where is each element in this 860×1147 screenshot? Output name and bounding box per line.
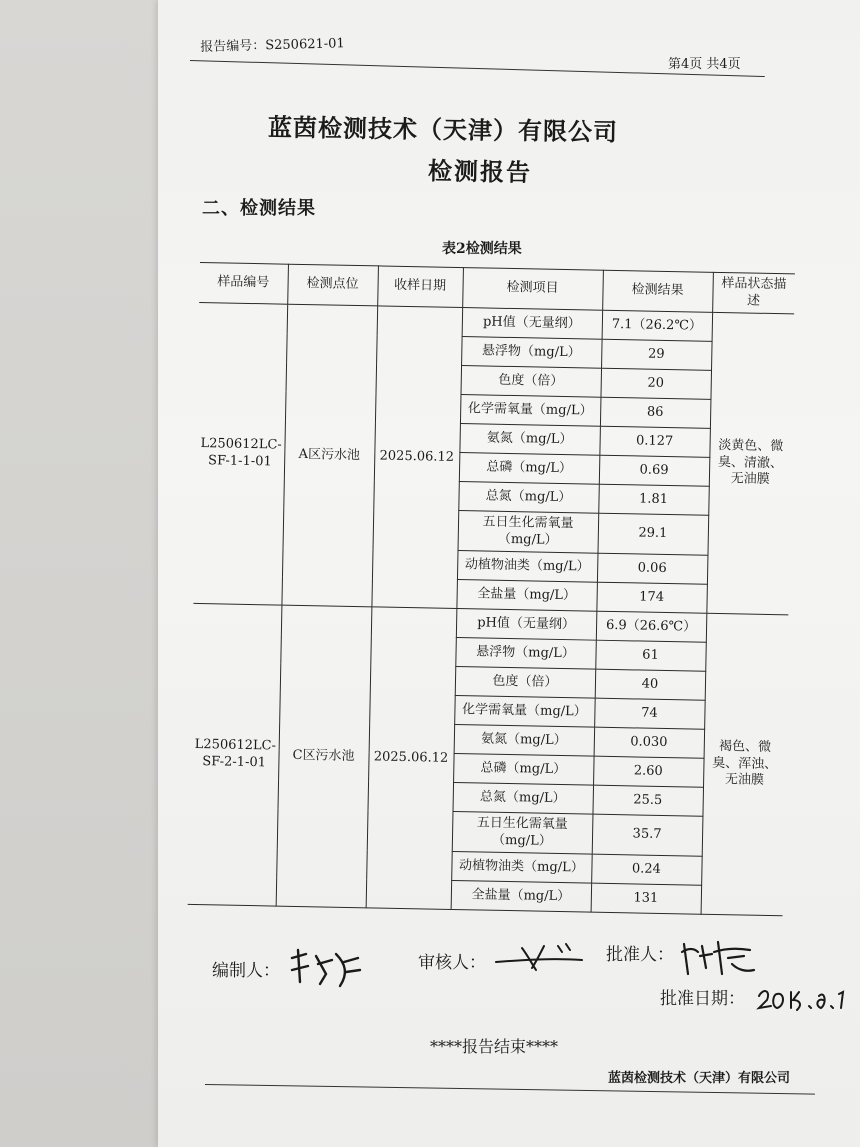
result-cell: 86 xyxy=(600,397,711,428)
item-cell: 色度（倍） xyxy=(461,366,602,398)
result-cell: 0.06 xyxy=(597,553,708,584)
item-cell: 总磷（mg/L） xyxy=(459,453,600,485)
report-end-marker: ****报告结束**** xyxy=(430,1037,559,1056)
date-cell: 2025.06.12 xyxy=(366,607,457,910)
results-table xyxy=(188,262,795,916)
compiler-label: 编制人： xyxy=(212,961,280,981)
item-cell: 总磷（mg/L） xyxy=(453,753,594,785)
approve-date-handwritten xyxy=(755,982,855,1018)
item-cell: 悬浮物（mg/L） xyxy=(455,637,596,669)
item-cell: pH值（无量纲） xyxy=(462,308,603,340)
result-cell: 174 xyxy=(596,582,707,613)
item-cell: 动植物油类（mg/L） xyxy=(457,550,598,582)
item-cell: 悬浮物（mg/L） xyxy=(461,337,602,369)
item-cell: 全盐量（mg/L） xyxy=(456,579,597,611)
result-cell: 0.24 xyxy=(591,854,702,885)
item-cell: 氨氮（mg/L） xyxy=(454,724,595,756)
item-cell: 五日生化需氧量（mg/L） xyxy=(452,811,593,854)
result-cell: 7.1（26.2℃） xyxy=(602,310,713,341)
result-cell: 25.5 xyxy=(592,785,703,816)
location-cell: A区污水池 xyxy=(281,304,377,607)
status-cell: 淡黄色、微臭、清澈、无油膜 xyxy=(706,312,794,615)
header-status: 样品状态描述 xyxy=(712,272,795,314)
item-cell: 全盐量（mg/L） xyxy=(451,880,592,912)
sample-id-cell: L250612LC-SF-1-1-01 xyxy=(193,302,287,605)
result-cell: 29.1 xyxy=(597,513,708,555)
item-cell: 总氮（mg/L） xyxy=(458,482,599,514)
header-date: 收样日期 xyxy=(377,266,463,308)
result-cell: 6.9（26.6℃） xyxy=(596,611,707,642)
result-cell: 74 xyxy=(594,698,705,729)
result-cell: 1.81 xyxy=(598,484,709,515)
result-cell: 131 xyxy=(591,883,702,914)
header-result: 检测结果 xyxy=(602,270,713,312)
result-cell: 0.127 xyxy=(599,426,710,457)
compiler-signature xyxy=(286,944,366,994)
item-cell: pH值（无量纲） xyxy=(456,608,597,640)
section-heading: 二、检测结果 xyxy=(202,198,316,219)
report-title: 检测报告 xyxy=(427,156,533,187)
results-table-wrapper xyxy=(188,262,795,916)
footer-company: 蓝茵检测技术（天津）有限公司 xyxy=(608,1071,791,1086)
item-cell: 氨氮（mg/L） xyxy=(459,424,600,456)
header-sample-id: 样品编号 xyxy=(199,262,288,304)
item-cell: 化学需氧量（mg/L） xyxy=(454,695,595,727)
result-cell: 61 xyxy=(595,640,706,671)
result-cell: 2.60 xyxy=(593,756,704,787)
result-cell: 35.7 xyxy=(592,814,703,856)
status-cell: 褐色、微臭、浑浊、无油膜 xyxy=(701,613,789,916)
item-cell: 动植物油类（mg/L） xyxy=(451,851,592,883)
item-cell: 总氮（mg/L） xyxy=(452,782,593,814)
table-caption: 表2检测结果 xyxy=(442,241,522,257)
item-cell: 五日生化需氧量（mg/L） xyxy=(458,511,599,554)
date-cell: 2025.06.12 xyxy=(371,306,462,609)
page-indicator: 第4页 共4页 xyxy=(668,57,741,72)
header-item: 检测项目 xyxy=(462,268,603,311)
result-cell: 0.030 xyxy=(594,727,705,758)
approve-date-label: 批准日期： xyxy=(660,989,745,1009)
result-cell: 0.69 xyxy=(599,455,710,486)
reviewer-signature xyxy=(492,938,587,974)
header-location: 检测点位 xyxy=(287,264,378,306)
sample-id-cell: L250612LC-SF-2-1-01 xyxy=(188,603,282,906)
result-cell: 20 xyxy=(600,368,711,399)
approver-signature xyxy=(678,934,768,980)
result-cell: 40 xyxy=(595,669,706,700)
reviewer-label: 审核人： xyxy=(418,953,486,973)
item-cell: 色度（倍） xyxy=(455,666,596,698)
location-cell: C区污水池 xyxy=(276,605,372,908)
company-title: 蓝茵检测技术（天津）有限公司 xyxy=(267,112,619,147)
approver-label: 批准人： xyxy=(606,945,674,965)
result-cell: 29 xyxy=(601,339,712,370)
item-cell: 化学需氧量（mg/L） xyxy=(460,395,601,427)
report-number: 报告编号：S250621-01 xyxy=(200,36,345,55)
